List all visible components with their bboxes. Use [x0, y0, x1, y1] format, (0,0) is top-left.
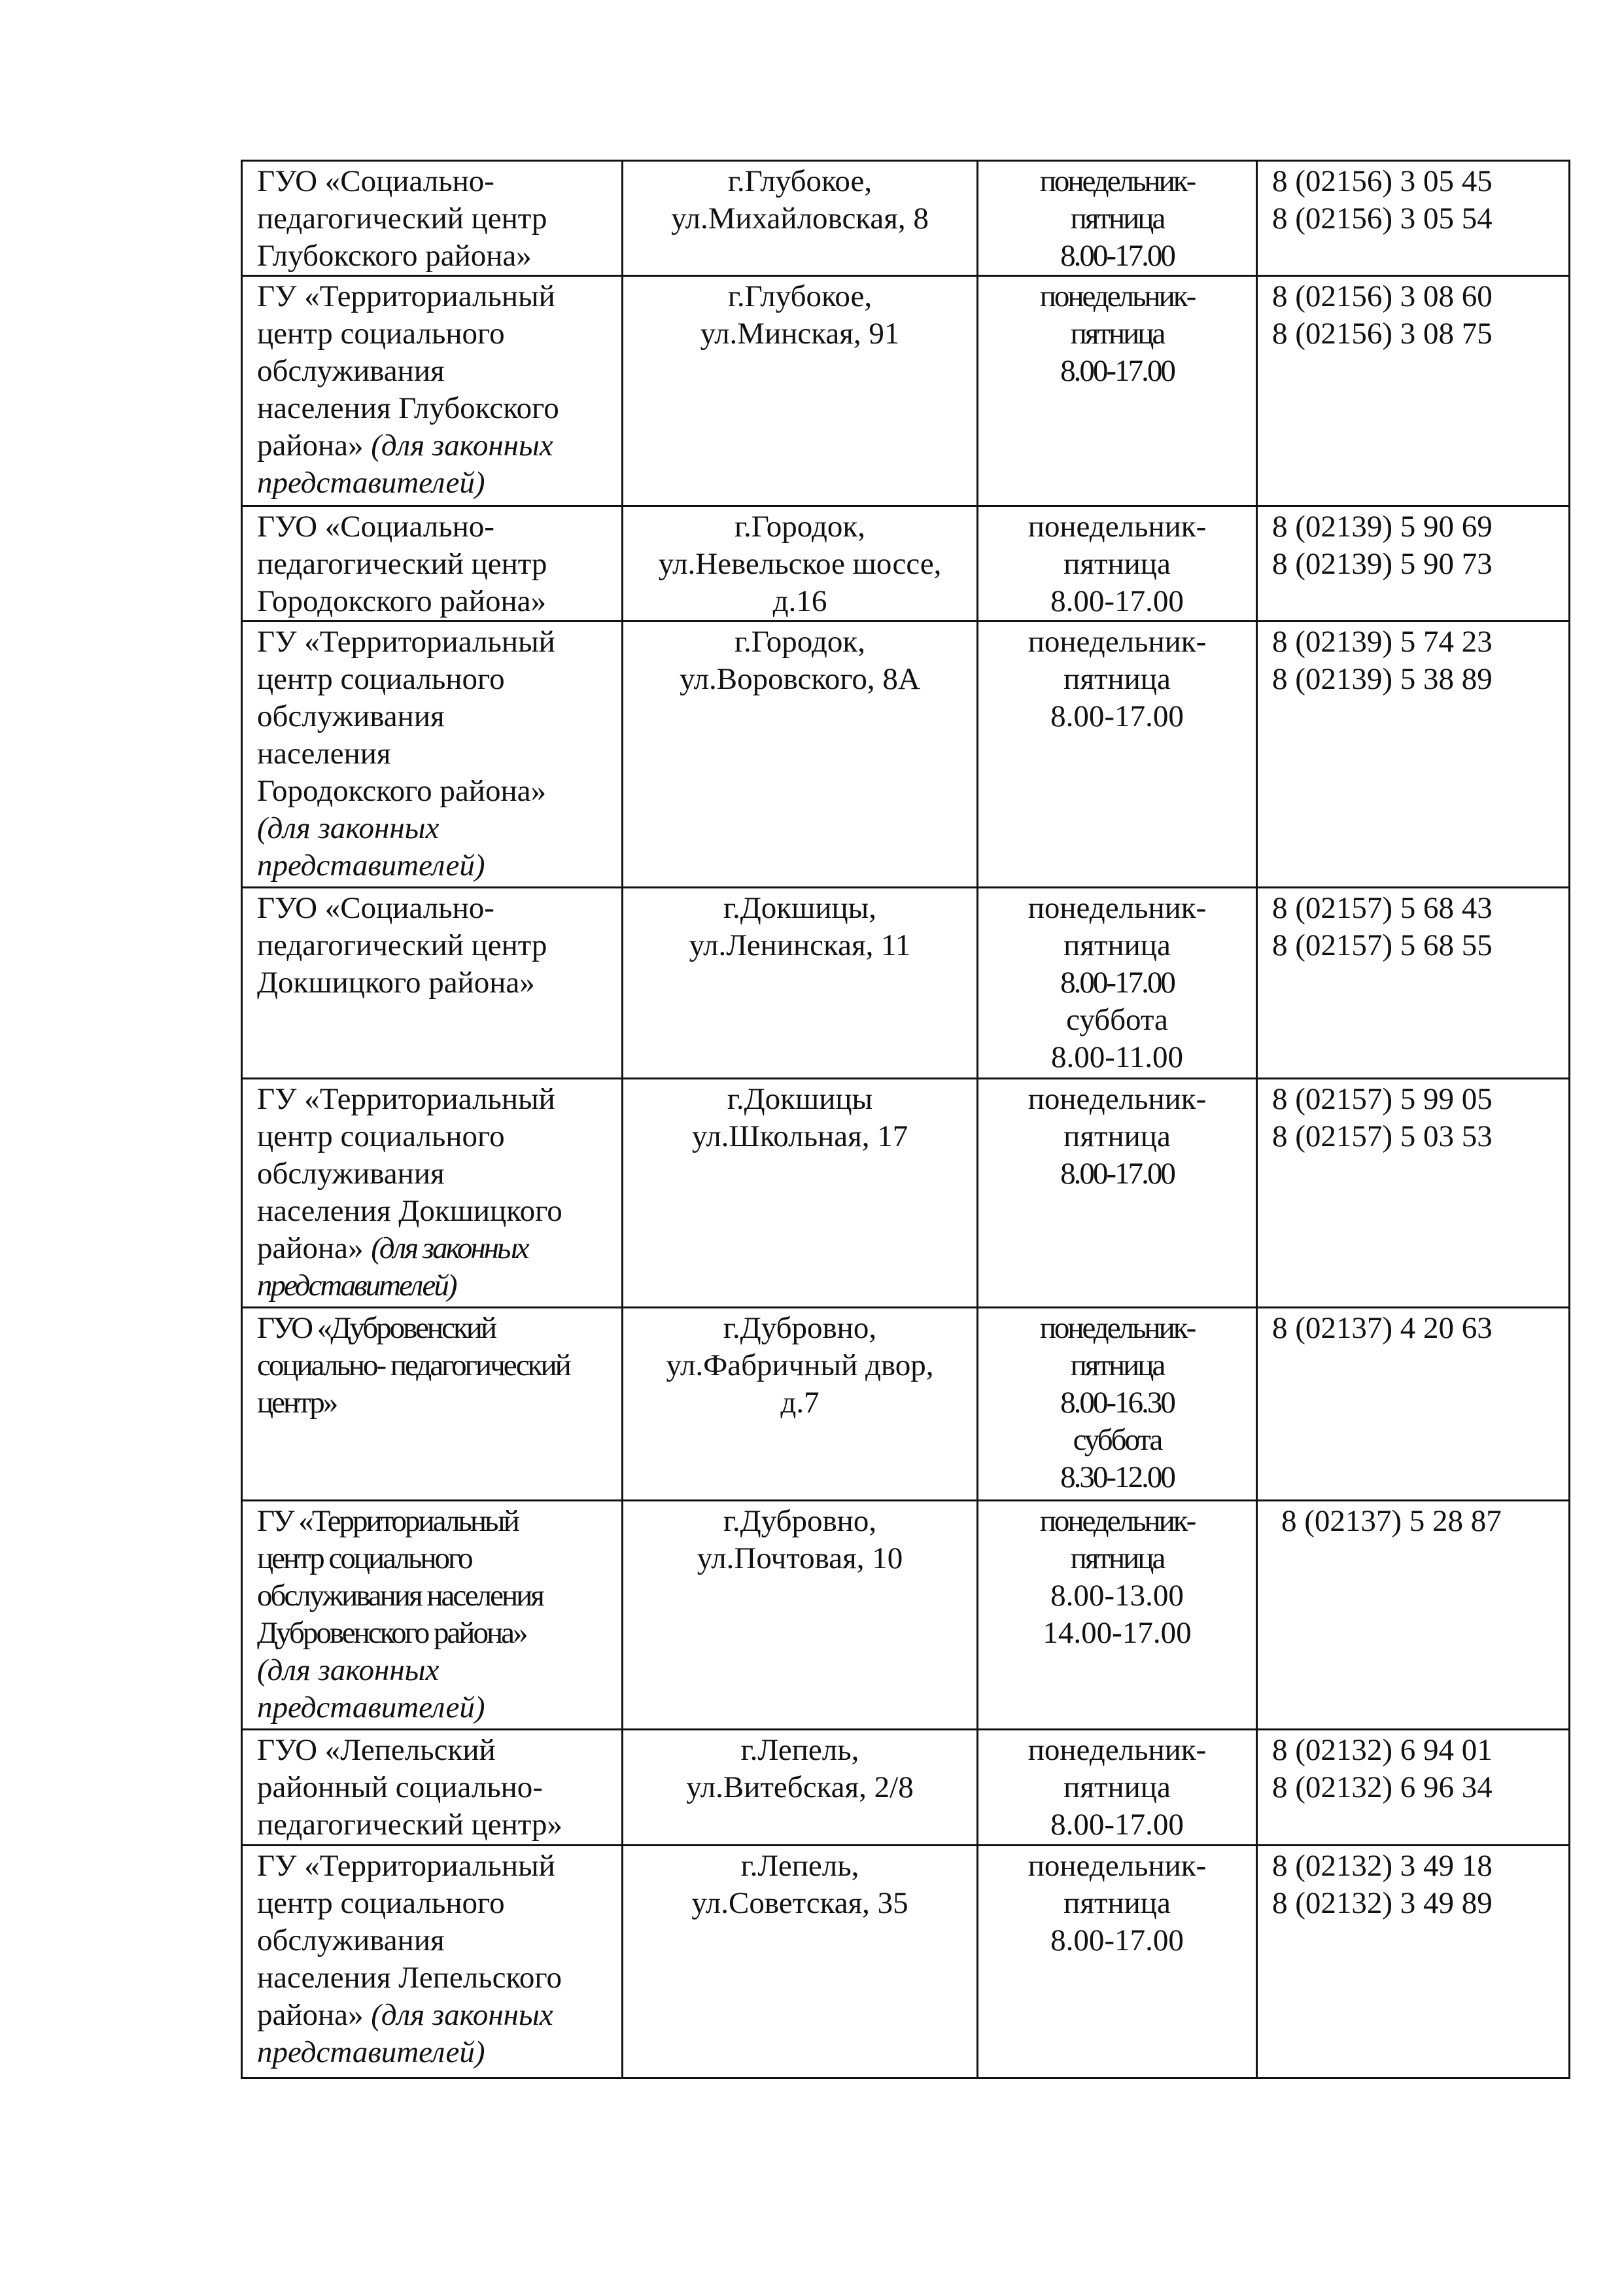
institution-name-line: обслуживания: [257, 699, 445, 733]
hours-line: пятница: [1063, 1119, 1171, 1153]
hours-cell: [978, 1501, 1257, 1730]
hours-line: пятница: [1063, 928, 1171, 962]
hours-cell: [978, 622, 1257, 888]
hours-cell: [978, 276, 1257, 506]
institution-name-line: ГУ «Территориальный: [257, 1082, 555, 1116]
institution-name-line: Городокского района»: [257, 774, 546, 808]
phone-cell: [1257, 1730, 1570, 1846]
phone-cell: [1257, 1846, 1570, 2078]
institution-name-line: ГУ «Территориальный: [257, 625, 555, 659]
table-row: [242, 1308, 1570, 1501]
institution-name-line: Дубровенского района»: [257, 1616, 527, 1650]
address-line: ул.Ленинская, 11: [689, 928, 911, 962]
hours-line: 8.00-17.00: [1060, 239, 1174, 273]
phone-number: 8 (02139) 5 90 69: [1272, 510, 1493, 544]
hours-cell: [978, 1308, 1257, 1501]
institution-name-line: педагогический центр»: [257, 1808, 562, 1842]
phone-number: 8 (02132) 3 49 18: [1272, 1849, 1493, 1883]
phone-number: 8 (02132) 6 96 34: [1272, 1770, 1493, 1804]
institution-name-line: обслуживания: [257, 1923, 445, 1957]
address-line: ул.Невельское шоссе,: [658, 547, 942, 581]
phone-cell: [1257, 888, 1570, 1079]
institution-name-line: ГУ «Территориальный: [257, 1849, 555, 1883]
representatives-note: (для законных: [257, 811, 440, 845]
address-cell: [623, 622, 978, 888]
table-row: [242, 1846, 1570, 2078]
address-line: д.16: [772, 584, 827, 618]
hours-line: суббота: [1066, 1003, 1168, 1037]
address-line: ул.Фабричный двор,: [666, 1348, 934, 1382]
hours-line: понедельник-: [1039, 279, 1195, 313]
phone-number: 8 (02156) 3 08 60: [1272, 279, 1493, 313]
hours-line: понедельник-: [1028, 1849, 1207, 1883]
hours-line: 8.30-12.00: [1060, 1460, 1174, 1494]
phone-number: 8 (02137) 5 28 87: [1281, 1504, 1502, 1538]
institution-name-line: населения: [257, 737, 391, 771]
hours-line: 8.00-17.00: [1060, 966, 1174, 1000]
hours-line: 8.00-17.00: [1050, 1923, 1184, 1957]
representatives-note: (для законных: [371, 1231, 528, 1265]
address-line: г.Городок,: [734, 625, 865, 659]
hours-line: пятница: [1063, 662, 1171, 696]
hours-line: понедельник-: [1028, 1733, 1207, 1767]
institution-name-line: ГУО «Социально-: [257, 891, 494, 925]
hours-line: понедельник-: [1028, 891, 1207, 925]
institution-name-line: обслуживания: [257, 1157, 445, 1191]
address-cell: [623, 1079, 978, 1308]
hours-cell: [978, 1079, 1257, 1308]
institution-name-line: центр социального: [257, 1541, 472, 1575]
institution-name-cell: [242, 1079, 623, 1308]
representatives-note: представителей): [257, 1269, 456, 1303]
phone-number: 8 (02139) 5 38 89: [1272, 662, 1493, 696]
address-line: г.Дубровно,: [723, 1504, 877, 1538]
institution-name-line: Городокского района»: [257, 584, 546, 618]
hours-cell: [978, 161, 1257, 276]
institution-name-line: Глубокского района»: [257, 239, 532, 273]
address-line: ул.Воровского, 8А: [680, 662, 920, 696]
phone-number: 8 (02139) 5 74 23: [1272, 625, 1493, 659]
institution-name-line: обслуживания: [257, 354, 445, 388]
institution-name-line: центр социального: [257, 1119, 505, 1153]
hours-line: 8.00-17.00: [1060, 1157, 1174, 1191]
institution-name-line: педагогический центр: [257, 547, 547, 581]
hours-line: понедельник-: [1028, 1082, 1207, 1116]
phone-number: 8 (02156) 3 05 54: [1272, 201, 1493, 236]
institution-name-line: обслуживания населения: [257, 1579, 543, 1613]
hours-line: понедельник-: [1028, 625, 1207, 659]
institution-name-cell: [242, 622, 623, 888]
hours-line: пятница: [1063, 1770, 1171, 1804]
hours-line: понедельник-: [1039, 1311, 1195, 1345]
hours-cell: [978, 888, 1257, 1079]
phone-number: 8 (02156) 3 08 75: [1272, 317, 1493, 351]
institution-name-cell: [242, 888, 623, 1079]
hours-line: пятница: [1070, 1348, 1164, 1382]
institution-name-line: центр социального: [257, 317, 505, 351]
phone-number: 8 (02137) 4 20 63: [1272, 1311, 1493, 1345]
representatives-note: представителей): [257, 849, 485, 883]
table-row: [242, 888, 1570, 1079]
institution-name-line: района»: [257, 1231, 364, 1265]
phone-cell: [1257, 1308, 1570, 1501]
address-cell: [623, 506, 978, 622]
hours-line: 8.00-17.00: [1050, 1808, 1184, 1842]
hours-line: 8.00-13.00: [1050, 1579, 1184, 1613]
address-line: г.Городок,: [734, 510, 865, 544]
hours-cell: [978, 1730, 1257, 1846]
table-row: [242, 622, 1570, 888]
hours-line: 8.00-17.00: [1050, 699, 1184, 733]
address-cell: [623, 1846, 978, 2078]
institution-name-cell: [242, 1308, 623, 1501]
address-line: ул.Михайловская, 8: [671, 201, 929, 236]
hours-cell: [978, 1846, 1257, 2078]
address-line: г.Докшицы: [727, 1082, 873, 1116]
address-cell: [623, 1501, 978, 1730]
hours-line: пятница: [1070, 1541, 1164, 1575]
institution-name-line: ГУО «Дубровенский: [257, 1311, 496, 1345]
table-row: [242, 276, 1570, 506]
phone-number: 8 (02157) 5 68 43: [1272, 891, 1493, 925]
institution-name-line: района»: [257, 429, 364, 463]
address-cell: [623, 276, 978, 506]
phone-cell: [1257, 1079, 1570, 1308]
institution-name-line: ГУО «Социально-: [257, 510, 494, 544]
hours-line: 8.00-17.00: [1050, 584, 1184, 618]
hours-line: пятница: [1063, 1886, 1171, 1920]
institution-name-line: ГУ «Территориальный: [257, 1504, 518, 1538]
institution-name-cell: [242, 161, 623, 276]
institution-name-line: социально- педагогический: [257, 1348, 570, 1382]
phone-number: 8 (02132) 3 49 89: [1272, 1886, 1493, 1920]
address-cell: [623, 1730, 978, 1846]
table-row: [242, 506, 1570, 622]
institution-name-line: центр»: [257, 1386, 337, 1420]
representatives-note: (для законных: [371, 429, 553, 463]
address-line: ул.Почтовая, 10: [697, 1541, 903, 1575]
phone-cell: [1257, 161, 1570, 276]
address-line: ул.Школьная, 17: [691, 1119, 908, 1153]
address-cell: [623, 161, 978, 276]
institution-name-line: ГУО «Социально-: [257, 164, 494, 198]
hours-line: 8.00-17.00: [1060, 354, 1174, 388]
hours-line: пятница: [1070, 317, 1164, 351]
institution-name-line: педагогический центр: [257, 201, 547, 236]
hours-line: пятница: [1063, 547, 1171, 581]
phone-cell: [1257, 622, 1570, 888]
hours-line: 8.00-16.30: [1060, 1386, 1174, 1420]
address-line: г.Глубокое,: [727, 164, 872, 198]
address-line: г.Докшицы,: [723, 891, 876, 925]
address-line: г.Дубровно,: [723, 1311, 877, 1345]
phone-number: 8 (02139) 5 90 73: [1272, 547, 1493, 581]
address-line: г.Глубокое,: [727, 279, 872, 313]
address-cell: [623, 1308, 978, 1501]
institution-name-line: населения Глубокского: [257, 391, 559, 425]
address-cell: [623, 888, 978, 1079]
phone-number: 8 (02132) 6 94 01: [1272, 1733, 1493, 1767]
phone-cell: [1257, 1501, 1570, 1730]
institution-name-line: ГУО «Лепельский: [257, 1733, 496, 1767]
table-row: [242, 1501, 1570, 1730]
table-row: [242, 1730, 1570, 1846]
representatives-note: (для законных: [257, 1653, 440, 1687]
institution-name-cell: [242, 276, 623, 506]
address-line: ул.Минская, 91: [700, 317, 900, 351]
address-line: ул.Советская, 35: [691, 1886, 908, 1920]
representatives-note: представителей): [257, 466, 485, 500]
address-line: ул.Витебская, 2/8: [686, 1770, 914, 1804]
table-row: [242, 1079, 1570, 1308]
phone-cell: [1257, 506, 1570, 622]
hours-line: пятница: [1070, 201, 1164, 236]
hours-line: 8.00-11.00: [1051, 1040, 1183, 1074]
institution-name-line: ГУ «Территориальный: [257, 279, 555, 313]
institution-name-line: района»: [257, 1998, 364, 2032]
institution-name-line: центр социального: [257, 662, 505, 696]
representatives-note: представителей): [257, 1691, 485, 1725]
hours-cell: [978, 506, 1257, 622]
phone-number: 8 (02156) 3 05 45: [1272, 164, 1493, 198]
institution-name-line: центр социального: [257, 1886, 505, 1920]
phone-number: 8 (02157) 5 03 53: [1272, 1119, 1493, 1153]
institution-name-line: населения Докшицкого: [257, 1194, 562, 1228]
institution-name-cell: [242, 1846, 623, 2078]
institution-name-cell: [242, 1501, 623, 1730]
institution-name-cell: [242, 1730, 623, 1846]
phone-number: 8 (02157) 5 68 55: [1272, 928, 1493, 962]
institution-name-cell: [242, 506, 623, 622]
institution-name-line: педагогический центр: [257, 928, 547, 962]
address-line: г.Лепель,: [740, 1733, 859, 1767]
institution-name-line: населения Лепельского: [257, 1961, 562, 1995]
hours-line: 14.00-17.00: [1043, 1616, 1192, 1650]
institutions-table: [241, 160, 1570, 2079]
representatives-note: (для законных: [371, 1998, 553, 2032]
address-line: г.Лепель,: [740, 1849, 859, 1883]
address-line: д.7: [780, 1386, 820, 1420]
hours-line: понедельник-: [1039, 164, 1195, 198]
institution-name-line: районный социально-: [257, 1770, 543, 1804]
hours-line: понедельник-: [1028, 510, 1207, 544]
table-row: [242, 161, 1570, 276]
phone-cell: [1257, 276, 1570, 506]
hours-line: суббота: [1073, 1423, 1162, 1457]
hours-line: понедельник-: [1039, 1504, 1195, 1538]
institution-name-line: Докшицкого района»: [257, 966, 535, 1000]
phone-number: 8 (02157) 5 99 05: [1272, 1082, 1493, 1116]
representatives-note: представителей): [257, 2035, 485, 2069]
